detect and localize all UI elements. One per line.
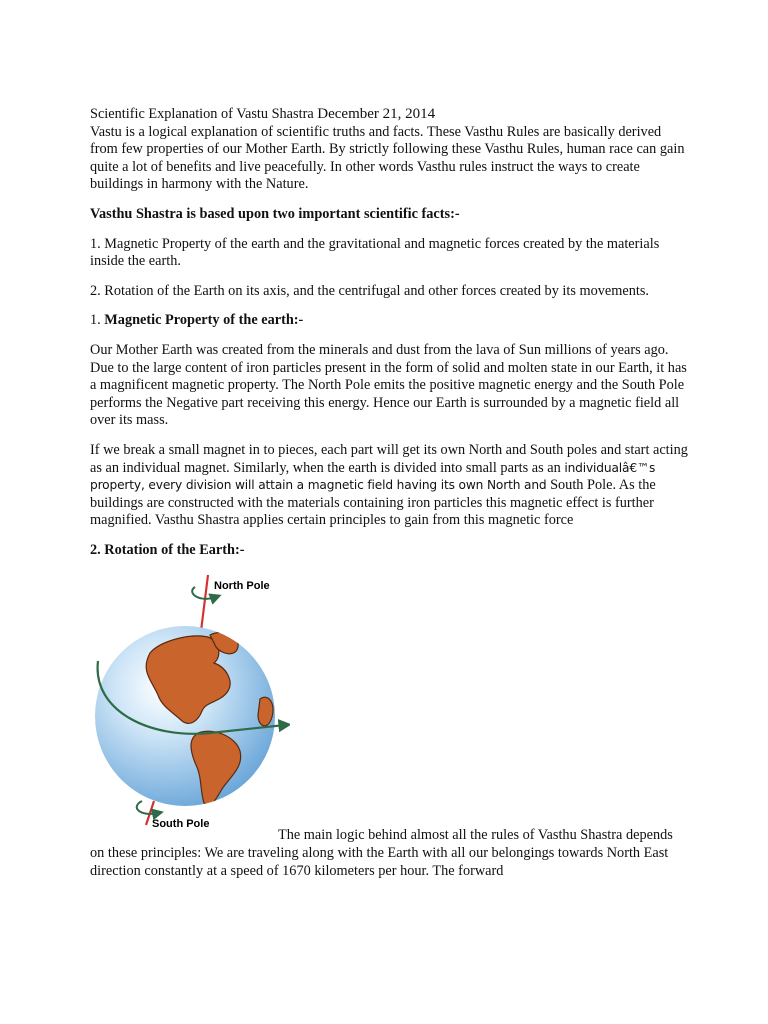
facts-heading: Vasthu Shastra is based upon two important scientific facts:- [90, 205, 460, 222]
south-pole-label: South Pole [152, 818, 210, 828]
earth-globe-illustration [90, 571, 290, 827]
document-title-line [90, 106, 690, 124]
section-one-number: 1. [90, 312, 105, 329]
earth-rotation-figure [90, 571, 690, 827]
south-rotation-arrow [137, 801, 158, 814]
magnetic-paragraph-2-start: If we break a small magnet in to pieces, each part will get its own North and South poles and start acting as an individual magnet. Similarly, when the earth is divided into small parts as an [90, 441, 688, 476]
rotation-paragraph: The main logic behind almost all the rules of Vasthu Shastra depends on these principles: We are traveling along with the Earth with all our belongings towards North East direction constantly at a speed of 1670 kilometers per hour. The forward [90, 827, 673, 879]
north-axis-line [201, 575, 208, 631]
section-one-heading [90, 312, 690, 330]
fact-one: 1. Magnetic Property of the earth and the gravitational and magnetic forces created by the materials inside the earth. [90, 235, 660, 270]
magnetic-paragraph-2 [90, 442, 690, 530]
magnetic-paragraph-2-end: South Pole. As the buildings are constructed with the materials containing iron particles this magnetic effect is further magnified. Vasthu Shastra applies certain principles to gain from this magnetic force [90, 477, 656, 529]
document-title: Scientific Explanation of Vastu Shastra [90, 106, 314, 122]
magnetic-paragraph-2-alt: individualâ€™s property, every division will attain a magnetic field having its own North and [90, 460, 656, 493]
section-two-heading: 2. Rotation of the Earth:- [90, 541, 245, 558]
document-page [90, 106, 690, 880]
north-pole-label: North Pole [214, 580, 270, 593]
fact-two: 2. Rotation of the Earth on its axis, and the centrifugal and other forces created by its movements. [90, 282, 650, 299]
intro-paragraph: Vastu is a logical explanation of scientific truths and facts. These Vasthu Rules are basically derived from few properties of our Mother Earth. By strictly following these Vasthu Rules, human race can gain quite a lot of benefits and live peacefully. In other words Vasthu rules instruct the ways to create buildings in harmony with the Nature. [90, 123, 685, 193]
section-one-title: Magnetic Property of the earth:- [104, 312, 304, 329]
document-date: December 21, 2014 [317, 106, 436, 122]
magnetic-paragraph-1: Our Mother Earth was created from the minerals and dust from the lava of Sun millions of years ago. Due to the large content of iron particles present in the form of solid and molten state in our Earth, it has a magnificent magnetic property. The North Pole emits the positive magnetic energy and the South Pole performs the Negative part receiving this energy. Hence our Earth is surrounded by a magnetic field all over its mass. [90, 341, 687, 429]
north-rotation-arrow [192, 587, 216, 599]
